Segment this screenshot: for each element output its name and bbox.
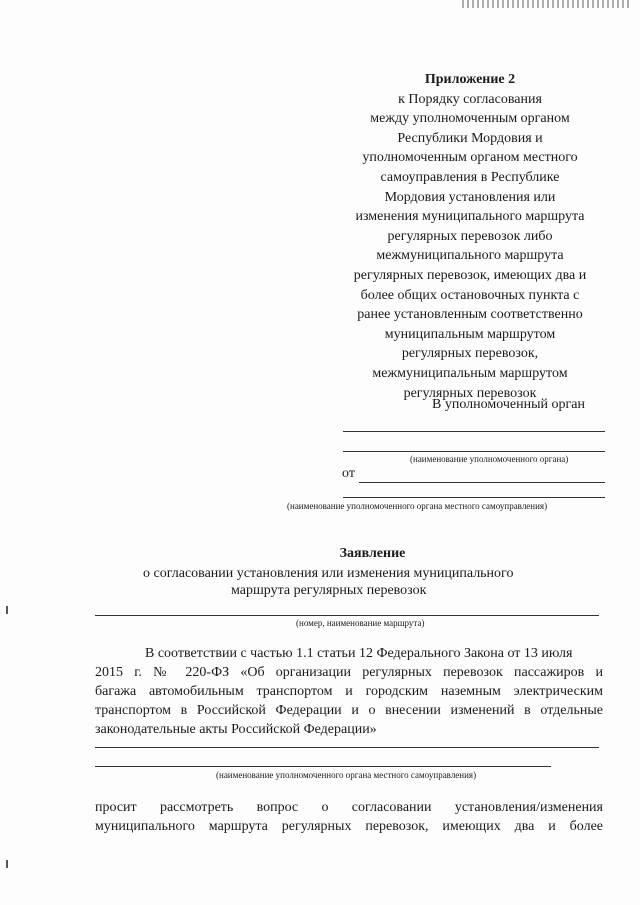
addressee-caption: (наименование уполномоченного органа) — [410, 454, 569, 464]
statement-title: Заявление — [339, 546, 406, 561]
request-line: просит рассмотреть вопрос о согласовании установления/изменения — [95, 800, 603, 815]
margin-mark — [6, 606, 8, 614]
appendix-line: регулярных перевозок — [403, 385, 537, 401]
from-blank-line — [343, 497, 605, 498]
authority-blank-line — [95, 747, 599, 748]
paragraph-line: 2015 г. № 220-ФЗ «Об организации регулярных перевозок пассажиров и — [95, 665, 603, 680]
appendix-line: более общих остановочных пункта с — [360, 287, 580, 303]
statement-subtitle: о согласовании установления или изменения муниципального — [143, 566, 514, 581]
appendix-line: самоуправления в Республике — [380, 169, 560, 185]
appendix-block — [320, 70, 620, 403]
appendix-line: муниципальным маршрутом — [384, 326, 556, 342]
route-caption: (номер, наименование маршрута) — [296, 618, 425, 628]
appendix-line: между уполномоченным органом — [370, 111, 570, 127]
appendix-line: уполномоченным органом местного — [362, 150, 578, 166]
scan-artifact — [462, 0, 632, 8]
appendix-line: ранее установленным соответственно — [357, 307, 583, 323]
addressee-label: В уполномоченный орган — [432, 397, 585, 412]
route-blank-line — [95, 615, 599, 616]
paragraph-line: В соответствии с частью 1.1 статьи 12 Федерального Закона от 13 июля — [145, 646, 573, 661]
request-line: муниципального маршрута регулярных перевозок, имеющих два и более — [95, 819, 603, 834]
from-label: от — [342, 466, 355, 481]
margin-mark — [6, 860, 8, 868]
appendix-line: межмуниципальным маршрутом — [372, 365, 568, 381]
paragraph-line: законодательные акты Российской Федерации» — [95, 722, 377, 737]
statement-subtitle: маршрута регулярных перевозок — [231, 583, 427, 598]
from-caption: (наименование уполномоченного органа местного самоуправления) — [287, 501, 548, 511]
paragraph-line: багажа автомобильным транспортом и городским наземным электрическим — [95, 684, 603, 699]
appendix-line: изменения муниципального маршрута — [355, 209, 585, 225]
appendix-line: к Порядку согласования — [398, 91, 542, 107]
paragraph-line: транспортом в Российской Федерации и о внесении изменений в отдельные — [95, 703, 603, 718]
appendix-line: межмуниципального маршрута — [376, 248, 564, 264]
appendix-line: Мордовия установления или — [384, 189, 556, 205]
addressee-blank-line — [343, 451, 605, 452]
appendix-line: регулярных перевозок либо — [387, 228, 553, 244]
addressee-blank-line — [343, 431, 605, 432]
authority-caption: (наименование уполномоченного органа местного самоуправления) — [216, 770, 477, 780]
appendix-line: регулярных перевозок, имеющих два и — [353, 267, 587, 283]
appendix-line: регулярных перевозок, — [401, 346, 539, 362]
from-blank-line — [359, 482, 605, 483]
appendix-line: Республики Мордовия и — [397, 130, 543, 146]
appendix-title: Приложение 2 — [424, 72, 516, 87]
authority-blank-line — [95, 766, 551, 767]
